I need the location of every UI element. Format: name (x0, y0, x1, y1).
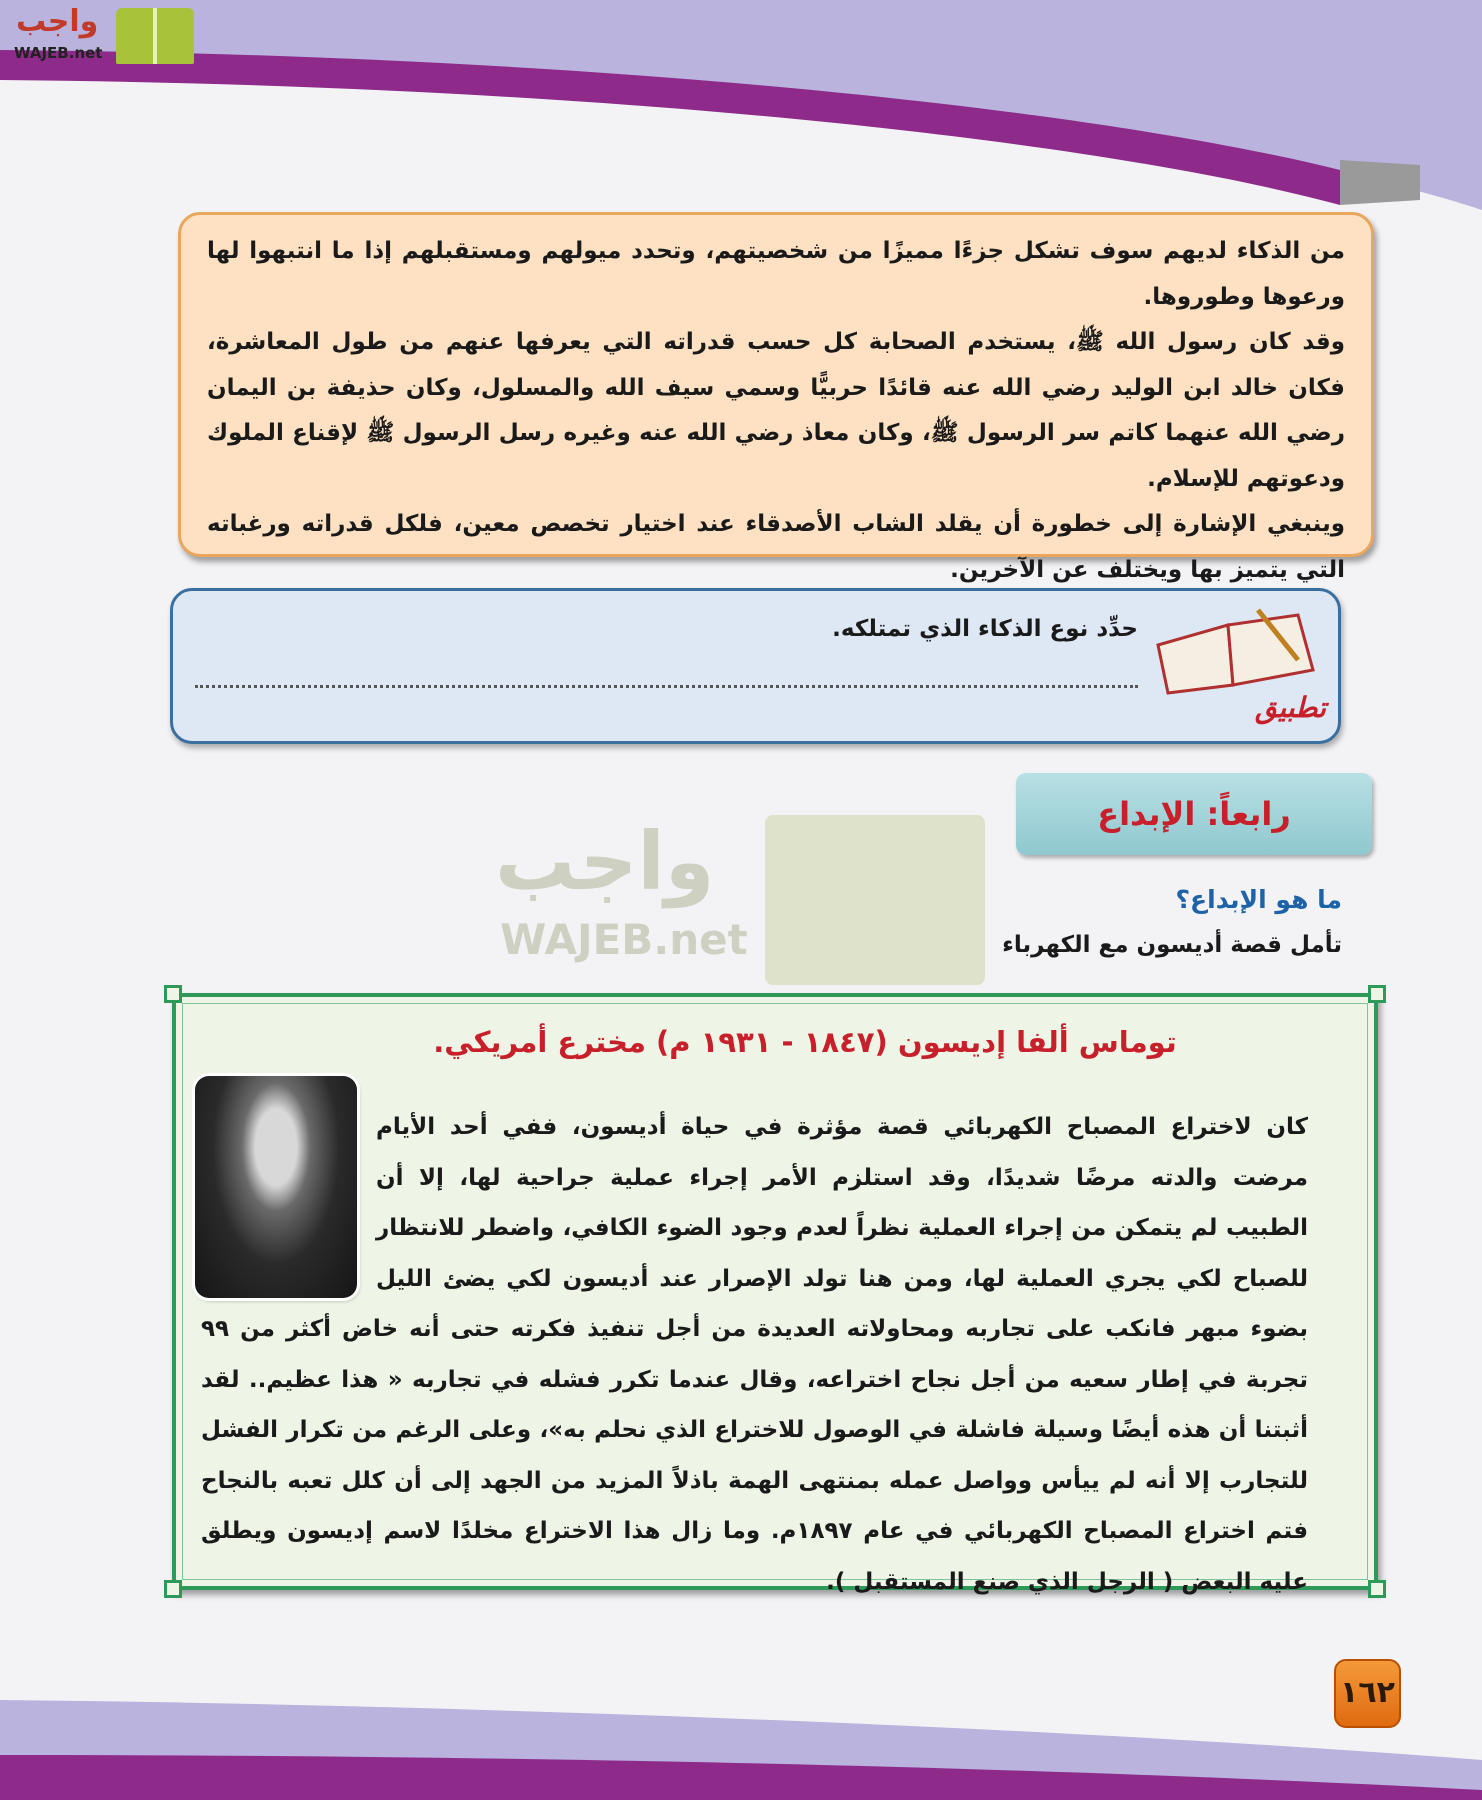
watermark-arabic: واجب (495, 815, 715, 908)
corner-ornament (1368, 1580, 1386, 1598)
watermark-latin: WAJEB.net (500, 915, 748, 964)
exercise-box (170, 588, 1341, 744)
open-book-icon (1148, 605, 1318, 695)
watermark-book-icon (765, 815, 985, 985)
intro-paragraph: وينبغي الإشارة إلى خطورة أن يقلد الشاب الأصدقاء عند اختيار تخصص معين، فلكل قدراته ورغباته التي يتميز بها ويختلف عن الآخرين. (207, 511, 1345, 583)
watermark (495, 815, 995, 985)
corner-ornament (1368, 985, 1386, 1003)
story-title: توماس ألفا إديسون (١٨٤٧ - ١٩٣١ م) مخترع أمريكي. (433, 1025, 1177, 1059)
intro-text-box (178, 212, 1374, 583)
intro-paragraph: وقد كان رسول الله ﷺ، يستخدم الصحابة كل حسب قدراته التي يعرفها عنهم من طول المعاشرة، فكان خالد ابن الوليد رضي الله عنه قائدًا حربيًّا وسمي سيف الله والمسلول، وكان حذيفة بن اليمان رضي الله عنهما كاتم سر الرسول ﷺ، وكان معاذ رضي الله عنه وغيره رسل الرسول ﷺ لإقناع الملوك ودعوتهم للإسلام. (207, 329, 1345, 492)
exercise-prompt: حدِّد نوع الذكاء الذي تمتلكه. (832, 616, 1138, 642)
logo-latin: WAJEB.net (14, 44, 103, 62)
section-heading: رابعاً: الإبداع (1016, 773, 1372, 855)
story-text-container (201, 1102, 1344, 1607)
book-icon (116, 8, 194, 64)
header-decoration (0, 0, 1482, 210)
footer-decoration (0, 1690, 1482, 1800)
page-number: ١٦٢ (1334, 1659, 1401, 1728)
exercise-label: تطبيق (1254, 691, 1326, 724)
corner-ornament (164, 985, 182, 1003)
intro-paragraph: من الذكاء لديهم سوف تشكل جزءًا مميزًا من شخصيتهم، وتحدد ميولهم ومستقبلهم إذا ما انتبهوا لها ورعوها وطوروها. (207, 238, 1345, 310)
story-box (172, 993, 1378, 1595)
question-title: ما هو الإبداع؟ (1175, 885, 1342, 914)
corner-ornament (164, 1580, 182, 1598)
question-subheading: تأمل قصة أديسون مع الكهرباء (1002, 932, 1342, 958)
story-text: كان لاختراع المصباح الكهربائي قصة مؤثرة في حياة أديسون، ففي أحد الأيام مرضت والدته مرضًا شديدًا، وقد استلزم الأمر إجراء عملية جراحية لها، إلا أن الطبيب لم يتمكن من إجراء العملية نظراً لعدم وجود الضوء الكافي، واضطر للانتظار للصباح لكي يجري العملية لها، ومن هنا تولد الإصرار عند أديسون لكي يضئ الليل بضوء مبهر فانكب على تجاربه ومحاولاته العديدة من أجل تنفيذ فكرته حتى أنه خاض أكثر من ٩٩ تجربة في إطار سعيه من أجل نجاح اختراعه، وقال عندما تكرر فشله في تجاربه « هذا عظيم.. لقد أثبتنا أن هذه أيضًا وسيلة فاشلة في الوصول للاختراع الذي نحلم به»، وعلى الرغم من تكرار الفشل للتجارب إلا أنه لم ييأس وواصل عمله بمنتهى الهمة باذلاً المزيد من الجهد إلى أن كلل تعبه بالنجاح فتم اختراع المصباح الكهربائي في عام ١٨٩٧م. وما زال هذا الاختراع مخلدًا لاسم إديسون ويطلق عليه البعض ( الرجل الذي صنع المستقبل ). (201, 1114, 1308, 1595)
answer-line[interactable] (195, 685, 1138, 688)
logo-arabic: واجب (16, 4, 99, 39)
